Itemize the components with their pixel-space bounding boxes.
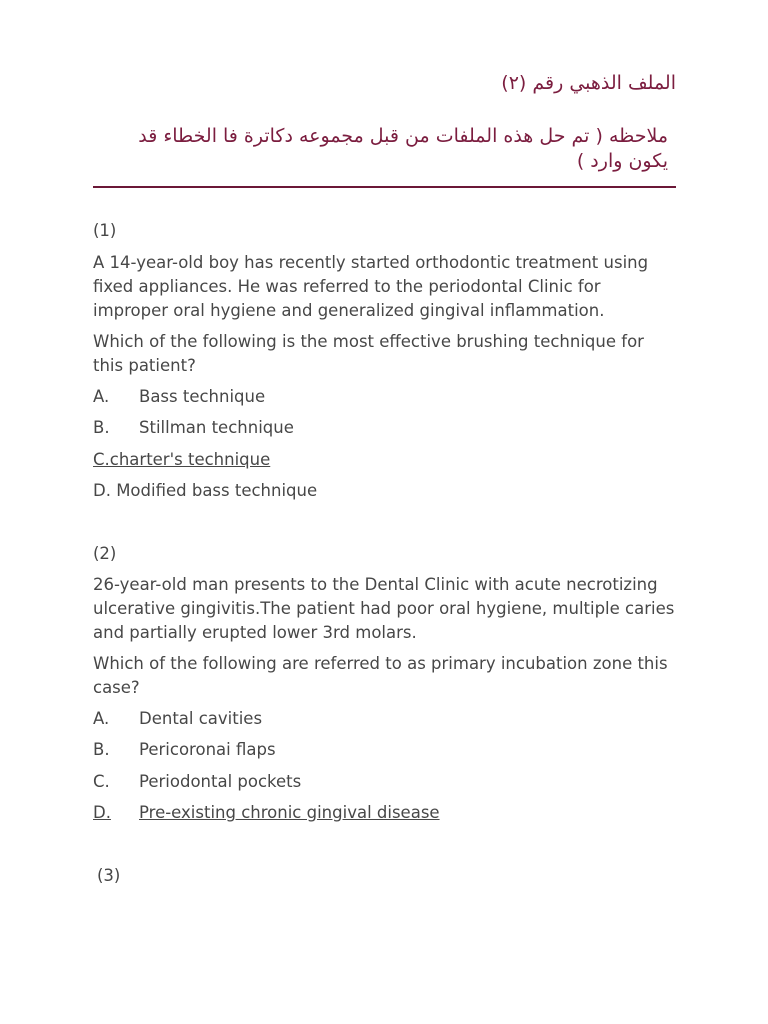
option-letter: D. (93, 803, 111, 822)
document-title (93, 70, 676, 96)
document-title-text: الملف الذهبي رقم (٢) (501, 72, 676, 94)
question-2-option-d-answer (93, 801, 440, 825)
header-divider (93, 186, 676, 188)
option-letter: B. (93, 418, 110, 437)
document-note-text: ملاحظه ( تم حل هذه الملفات من قبل مجموعه دكاترة فا الخطاء قد يكون وارد ) (138, 125, 668, 172)
option-text: Dental cavities (139, 709, 263, 728)
option-letter: A. (93, 709, 110, 728)
question-2-number: (2) (93, 544, 117, 563)
question-2-option-a (93, 707, 262, 731)
question-1-option-c-answer (93, 448, 270, 472)
question-1-number: (1) (93, 221, 117, 240)
option-text: Pre-existing chronic gingival disease (139, 803, 440, 822)
option-text: Periodontal pockets (139, 772, 302, 791)
option-letter: A. (93, 387, 110, 406)
question-1-option-a (93, 385, 265, 409)
question-3-number: (3) (97, 866, 121, 885)
question-2-option-c (93, 770, 301, 794)
option-text: Stillman technique (139, 418, 294, 437)
option-text: Pericoronai flaps (139, 740, 276, 759)
question-1-prompt: Which of the following is the most effective brushing technique for this patient? (93, 332, 644, 375)
question-1-option-b (93, 416, 294, 440)
question-1-option-d (93, 479, 317, 503)
option-letter: B. (93, 740, 110, 759)
option-text: C.charter's technique (93, 450, 271, 469)
option-text: Bass technique (139, 387, 266, 406)
document-note (93, 124, 676, 174)
question-2-option-b (93, 738, 276, 762)
question-1-stem: A 14-year-old boy has recently started orthodontic treatment using fixed appliances. He was referred to the periodontal Clinic for improper oral hygiene and generalized gingival inflammation. (93, 253, 649, 320)
option-letter: C. (93, 772, 110, 791)
question-2-prompt: Which of the following are referred to as primary incubation zone this case? (93, 654, 668, 697)
option-text: D. Modified bass technique (93, 481, 318, 500)
question-2-stem: 26-year-old man presents to the Dental Clinic with acute necrotizing ulcerative gingivitis.The patient had poor oral hygiene, multiple caries and partially erupted lower 3rd molars. (93, 575, 675, 642)
